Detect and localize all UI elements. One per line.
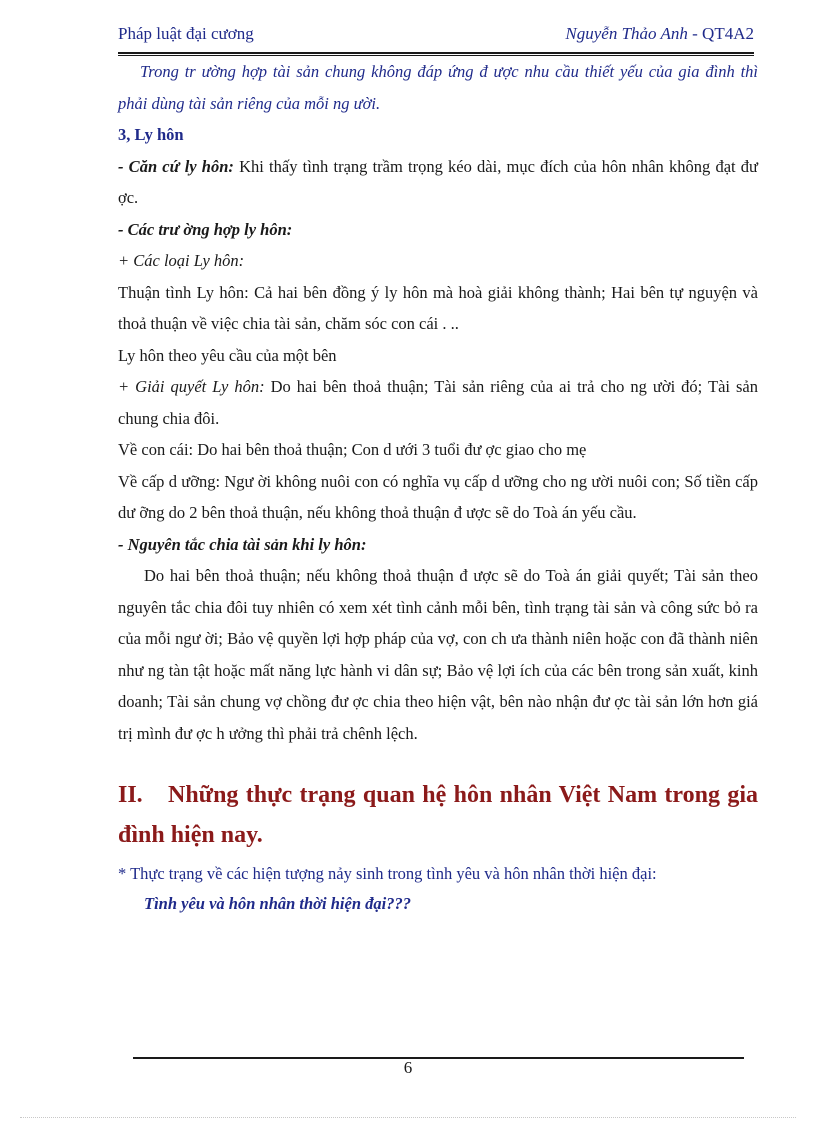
page-content: [118, 56, 758, 919]
note-question: Tình yêu và hôn nhân thời hiện đại???: [144, 894, 411, 913]
page-number: 6: [403, 1058, 413, 1077]
paragraph-divorce-grounds: [118, 151, 758, 214]
header-author: Nguyễn Thảo Anh: [565, 24, 688, 43]
paragraph-child-support: Về cấp d ưỡng: Ngư ời không nuôi con có nghĩa vụ cấp d ưỡng cho ng ười nuôi con; Số tiền cấp dư ỡng do 2 bên thoả thuận, nếu không thoả thuận đ ược sẽ do Toà án yếu cầu.: [118, 471, 758, 522]
label-divorce-types: + Các loại Ly hôn:: [118, 251, 245, 270]
page-header: [118, 24, 754, 50]
paragraph-asset-division: Do hai bên thoả thuận; nếu không thoả thuận đ ược sẽ do Toà án giải quyết; Tài sản theo nguyên tắc chia đôi tuy nhiên có xem xét tình cảnh mỗi bên, tình trạng tài sản và công sức bỏ ra của mỗi ngư ời; Bảo vệ quyền lợi hợp pháp của vợ, con ch ưa thành niên hoặc con đã thành niên như ng tàn tật hoặc mất năng lực hành vi dân sự; Bảo vệ lợi ích của các bên trong sản xuất, kinh doanh; Tài sản chung vợ chồng đư ợc chia theo hiện vật, bên nào nhận đư ợc tài sản lớn hơn giá trị mình đư ợc h ưởng thì phải trả chênh lệch.: [118, 566, 758, 743]
header-course-title: Pháp luật đại cương: [118, 24, 254, 43]
paragraph-mutual-divorce: Thuận tình Ly hôn: Cả hai bên đồng ý ly hôn mà hoà giải không thành; Hai bên tự nguyện và thoả thuận về việc chia tài sản, chăm sóc con cái . ..: [118, 282, 758, 333]
paragraph-unilateral-divorce: Ly hôn theo yêu cầu của một bên: [118, 345, 337, 365]
header-class: QT4A2: [702, 24, 754, 43]
label-asset-division: - Nguyên tắc chia tài sản khi ly hôn:: [118, 534, 367, 554]
text-divorce-resolution: Do hai bên thoả thuận; Tài sản riêng của ai trả cho ng ười đó; Tài sản chung chia đôi.: [118, 377, 759, 428]
paragraph-divorce-resolution: [118, 371, 758, 434]
paragraph-shared-assets: Trong tr ường hợp tài sản chung không đáp ứng đ ược nhu cầu thiết yếu của gia đình thì phải dùng tài sản riêng của mỗi ng ười.: [118, 62, 758, 113]
header-author-class: [565, 24, 754, 44]
text-divorce-grounds: Khi thấy tình trạng trầm trọng kéo dài, mục đích của hôn nhân không đạt đư ợc.: [118, 156, 758, 207]
section-heading-ii: [118, 775, 758, 855]
page-bottom-border: [20, 1117, 796, 1118]
header-rule: [118, 52, 754, 54]
label-divorce-resolution: + Giải quyết Ly hôn:: [118, 377, 265, 396]
paragraph-children: Về con cái: Do hai bên thoả thuận; Con d ưới 3 tuổi đư ợc giao cho mẹ: [118, 440, 587, 459]
note-current-state: * Thực trạng về các hiện tượng nảy sinh trong tình yêu và hôn nhân thời hiện đại:: [118, 864, 657, 883]
label-divorce-grounds: - Căn cứ ly hôn:: [118, 156, 234, 176]
heading-divorce: 3, Ly hôn: [118, 125, 184, 144]
header-separator: -: [687, 24, 703, 43]
section-number: II.: [118, 782, 143, 808]
label-divorce-cases: - Các trư ờng hợp ly hôn:: [118, 219, 293, 239]
section-title: Những thực trạng quan hệ hôn nhân Việt Nam trong gia đình hiện nay.: [118, 782, 758, 848]
